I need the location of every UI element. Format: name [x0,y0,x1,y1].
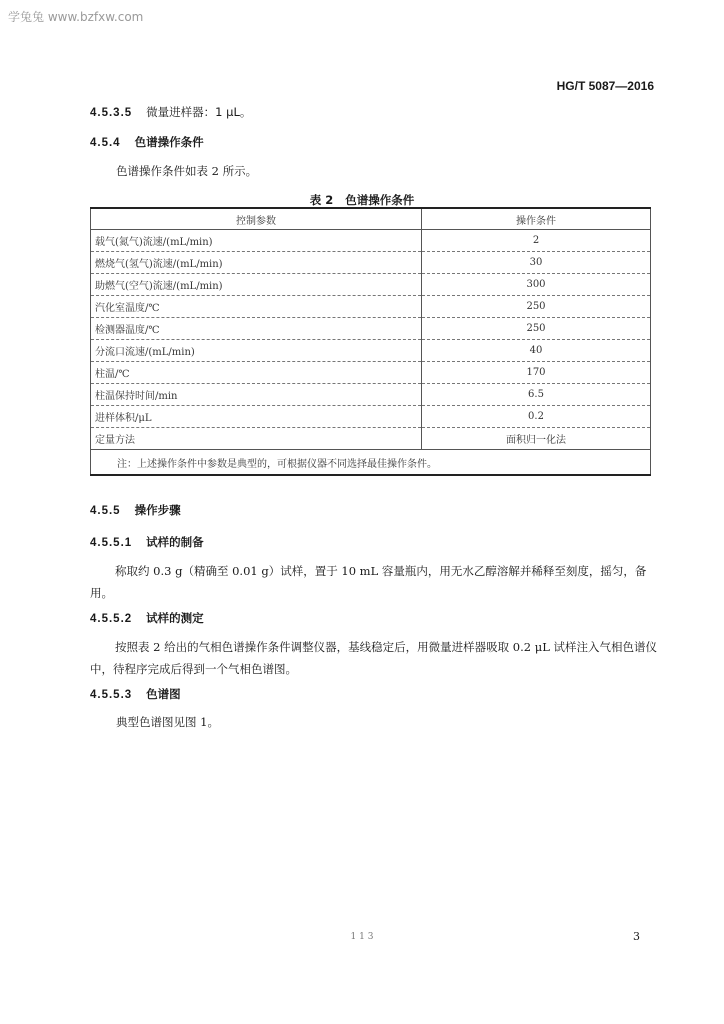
table-header-row [91,208,651,230]
section-title: 操作步骤 [134,503,181,517]
section-number: 4.5.3.5 [90,107,133,119]
value-cell: 300 [422,274,651,296]
table-caption [0,192,724,208]
section-4551 [90,534,204,550]
section-4535 [90,104,251,120]
section-4553 [90,686,181,702]
header-value: 操作条件 [422,208,651,230]
value-cell: 2 [422,230,651,252]
table-row [91,428,651,450]
table-row [91,362,651,384]
param-cell: 燃烧气(氢气)流速/(mL/min) [91,252,422,274]
page-number: 3 [633,930,640,943]
section-number: 4.5.5.2 [90,613,133,625]
header-param: 控制参数 [91,208,422,230]
param-cell: 进样体积/μL [91,406,422,428]
section-454 [90,134,204,150]
table-note: 注：上述操作条件中参数是典型的，可根据仪器不同选择最佳操作条件。 [91,450,651,476]
conditions-table [90,207,651,476]
param-cell: 柱温/℃ [91,362,422,384]
section-455 [90,502,181,518]
table-row [91,274,651,296]
section-number: 4.5.4 [90,137,121,149]
table-row [91,318,651,340]
table-note-row [91,450,651,476]
value-cell: 30 [422,252,651,274]
table-row [91,230,651,252]
section-title: 试样的制备 [146,535,204,549]
table-title: 色谱操作条件 [345,193,415,207]
section-title: 色谱操作条件 [134,135,204,149]
param-cell: 定量方法 [91,428,422,450]
paragraph-4553: 典型色谱图见图 1。 [116,715,219,729]
value-cell: 250 [422,318,651,340]
value-cell: 面积归一化法 [422,428,651,450]
value-cell: 250 [422,296,651,318]
table-row [91,340,651,362]
param-cell: 检测器温度/℃ [91,318,422,340]
param-cell: 柱温保持时间/min [91,384,422,406]
table-row [91,296,651,318]
section-number: 4.5.5.1 [90,537,133,549]
section-number: 4.5.5.3 [90,689,133,701]
table-row [91,384,651,406]
param-cell: 载气(氮气)流速/(mL/min) [91,230,422,252]
footer-center-mark: 1 1 3 [350,932,374,942]
section-number: 4.5.5 [90,505,121,517]
paragraph-4551: 称取约 0.3 g（精确至 0.01 g）试样，置于 10 mL 容量瓶内，用无水乙醇溶解并稀释至刻度，摇匀，备用。 [90,564,647,600]
section-text: 微量进样器：1 μL。 [146,105,252,119]
watermark: 学兔兔 www.bzfxw.com [8,10,144,24]
table-row [91,252,651,274]
value-cell: 40 [422,340,651,362]
param-cell: 汽化室温度/℃ [91,296,422,318]
paragraph-454: 色谱操作条件如表 2 所示。 [116,164,258,178]
standard-number: HG/T 5087—2016 [556,79,654,93]
section-4552 [90,610,204,626]
section-title: 色谱图 [146,687,181,701]
table-label: 表 2 [309,193,334,207]
param-cell: 分流口流速/(mL/min) [91,340,422,362]
paragraph-4552: 按照表 2 给出的气相色谱操作条件调整仪器，基线稳定后，用微量进样器吸取 0.2 μL 试样注入气相色谱仪中，待程序完成后得到一个气相色谱图。 [90,640,657,676]
section-title: 试样的测定 [146,611,204,625]
value-cell: 6.5 [422,384,651,406]
value-cell: 170 [422,362,651,384]
value-cell: 0.2 [422,406,651,428]
table-row [91,406,651,428]
param-cell: 助燃气(空气)流速/(mL/min) [91,274,422,296]
